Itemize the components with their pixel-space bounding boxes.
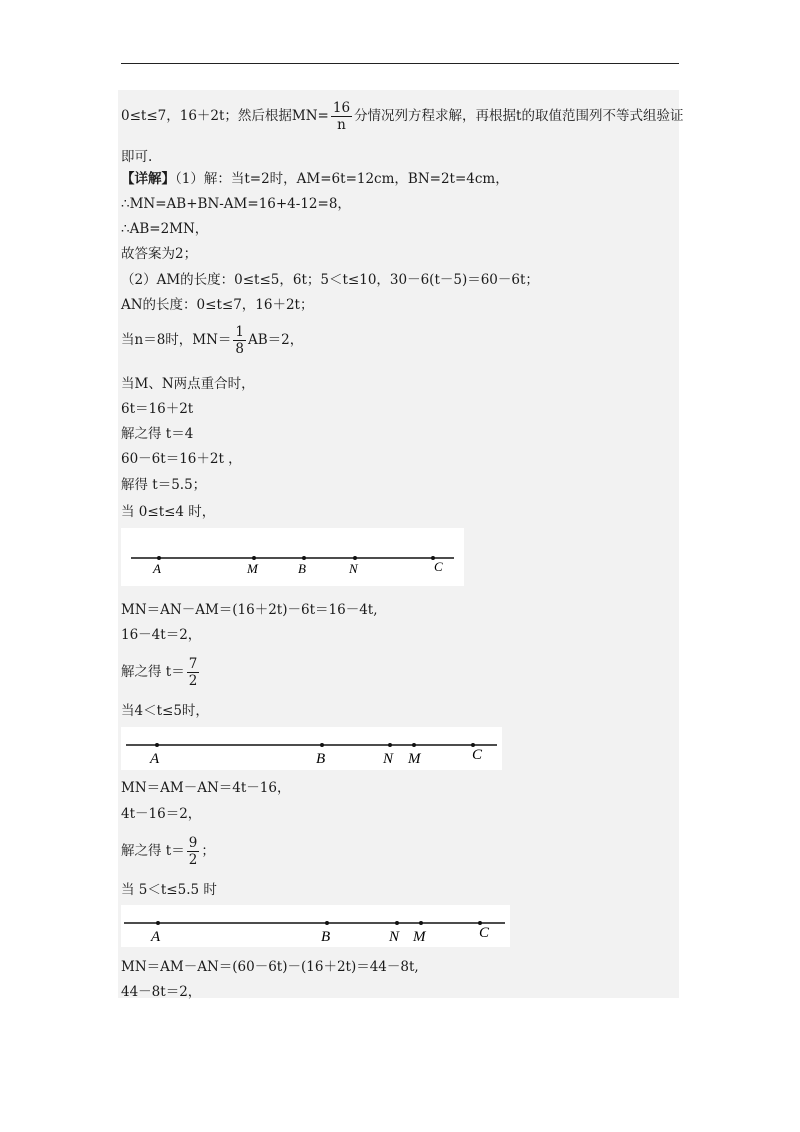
point-N [395,921,399,925]
line-8: AN的长度：0≤t≤7，16＋2t； [121,297,314,313]
line-7: （2）AM的长度：0≤t≤5，6t；5＜t≤10，30－6(t－5)＝60－6t； [121,272,539,288]
label-A: A [153,561,161,576]
text: 解之得 t＝ [121,843,185,859]
frac-num: 7 [188,656,198,672]
label-N: N [349,561,358,576]
text: 0≤t≤7，16＋2t；然后根据MN= [121,108,329,124]
point-M [252,556,256,560]
line-22 [121,835,215,868]
label-B: B [298,561,306,576]
line-2: 即可. [121,149,153,165]
frac-den: 2 [188,852,198,868]
point-A [157,556,161,560]
fraction-16-over-n [331,100,352,133]
text: 解之得 t＝ [121,664,185,680]
line-6: 故答案为2； [121,246,198,262]
point-M [419,921,423,925]
point-A [156,921,160,925]
fraction-1-over-8 [233,324,246,357]
number-line-3 [121,905,510,947]
fraction-9-over-2 [187,835,200,868]
line-18 [121,656,201,689]
header-rule [121,63,679,64]
label-A: A [150,751,160,767]
line-12: 解之得 t＝4 [121,426,194,442]
text: AB＝2， [248,332,304,348]
frac-num: 1 [235,324,245,340]
point-B [320,743,324,747]
line-15: 当 0≤t≤4 时， [121,504,216,520]
number-line-2 [121,727,502,770]
label-C: C [434,559,443,574]
point-B [325,921,329,925]
line-11: 6t＝16＋2t [121,401,194,417]
line-25: 44－8t＝2， [121,984,202,1000]
number-line-figure-1 [121,528,464,586]
number-line-figure-3 [121,905,510,947]
point-M [412,743,416,747]
line-9 [121,324,303,357]
frac-num: 9 [188,835,198,851]
line-1 [121,100,684,133]
line-19: 当4＜t≤5时， [121,703,209,719]
line-21: 4t－16＝2， [121,806,202,822]
line-13: 60－6t＝16＋2t ， [121,451,242,467]
fraction-7-over-2 [187,656,200,689]
point-N [388,743,392,747]
point-B [302,556,306,560]
label-C: C [472,747,483,763]
line-24: MN＝AM－AN＝(60－6t)－(16＋2t)＝44－8t, [121,959,419,975]
frac-den: n [337,117,346,133]
frac-den: 8 [235,341,245,357]
detail-tag: 【详解】 [121,171,175,187]
label-A: A [151,929,161,945]
text: 分情况列方程求解，再根据t的取值范围列不等式组验证 [354,108,684,124]
text: （1）解：当t=2时，AM=6t=12cm，BN=2t=4cm， [175,171,509,187]
point-N [353,556,357,560]
number-line-1 [121,528,464,586]
text: 当n＝8时，MN＝ [121,332,232,348]
label-N: N [389,929,400,945]
line-17: 16－4t＝2， [121,627,202,643]
label-B: B [321,929,331,945]
label-B: B [316,751,326,767]
line-4: ∴MN=AB+BN-AM=16+4-12=8， [121,196,351,212]
label-C: C [479,925,490,941]
point-A [155,743,159,747]
label-N: N [383,751,394,767]
line-14: 解得 t＝5.5； [121,477,207,493]
label-M: M [408,751,421,767]
number-line-figure-2 [121,727,502,770]
line-3 [121,170,509,188]
line-16: MN＝AN－AM＝(16＋2t)－6t＝16－4t, [121,602,378,618]
label-M: M [413,929,426,945]
line-5: ∴AB=2MN， [121,221,209,237]
line-20: MN＝AM－AN＝4t－16， [121,780,291,796]
text: ； [201,843,215,859]
label-M: M [247,561,258,576]
line-10: 当M、N两点重合时， [121,376,255,392]
line-23: 当 5＜t≤5.5 时 [121,882,217,898]
frac-num: 16 [332,100,351,116]
frac-den: 2 [188,673,198,689]
